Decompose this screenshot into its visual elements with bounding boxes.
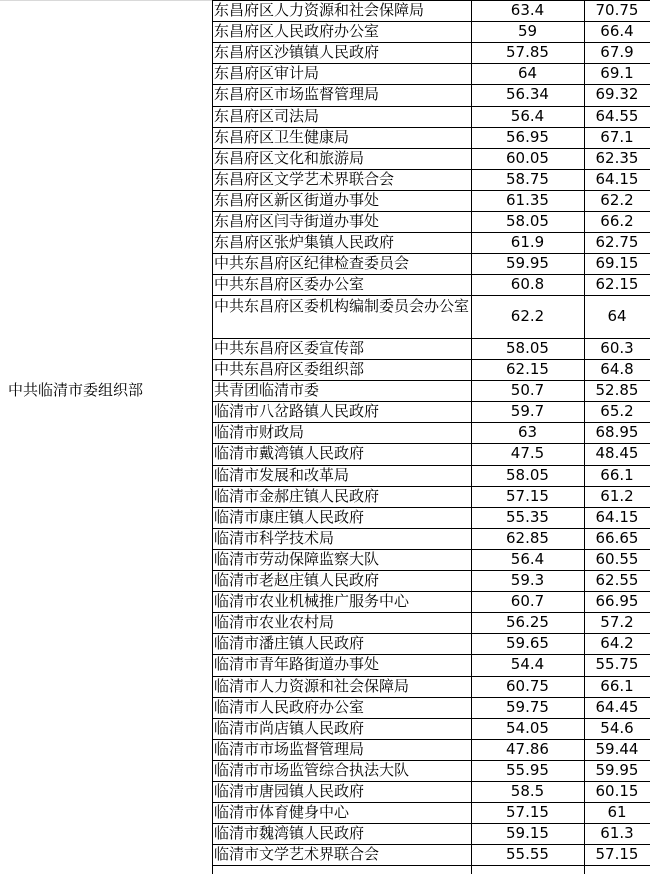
column-border xyxy=(212,0,213,874)
table-row xyxy=(0,232,650,253)
score-2-cell: 55.75 xyxy=(595,655,639,674)
score-2-cell: 61.2 xyxy=(600,486,634,505)
unit-name-cell: 临清市财政局 xyxy=(214,423,305,442)
score-1-cell: 59.65 xyxy=(506,634,549,653)
unit-name-cell: 东昌府区沙镇镇人民政府 xyxy=(214,43,380,62)
table-row xyxy=(0,570,650,591)
unit-name-cell: 中共东昌府区纪律检查委员会 xyxy=(214,254,410,273)
score-2-cell: 62.75 xyxy=(595,233,639,252)
unit-name-cell: 临清市人民政府办公室 xyxy=(214,697,365,716)
unit-name-cell: 临清市发展和改革局 xyxy=(214,465,350,484)
score-2-cell: 59.44 xyxy=(595,739,639,758)
score-2-cell: 69.32 xyxy=(595,85,639,104)
table-row xyxy=(0,63,650,84)
score-1-cell: 59 xyxy=(517,22,538,41)
unit-name-cell: 临清市潘庄镇人民政府 xyxy=(214,634,365,653)
score-1-cell: 59.95 xyxy=(506,254,549,273)
score-2-cell: 62.55 xyxy=(595,571,639,589)
table-row xyxy=(0,507,650,528)
score-2-cell: 65.2 xyxy=(600,402,634,421)
score-1-cell: 60.8 xyxy=(510,275,545,294)
score-2-cell: 64.45 xyxy=(595,697,639,716)
score-2-cell: 60.3 xyxy=(600,338,634,357)
table-row xyxy=(0,211,650,232)
table-row xyxy=(0,169,650,190)
score-1-cell: 64 xyxy=(517,64,538,83)
score-2-cell: 48.45 xyxy=(595,444,639,463)
score-2-cell: 66.1 xyxy=(600,465,634,484)
score-1-cell: 56.95 xyxy=(506,127,549,146)
score-1-cell: 58.05 xyxy=(506,212,549,230)
score-2-cell: 57.15 xyxy=(595,845,639,864)
score-1-cell: 61.9 xyxy=(510,233,545,252)
score-1-cell: 57.85 xyxy=(506,43,549,62)
table-row xyxy=(0,443,650,464)
table-row xyxy=(0,760,650,781)
table-row xyxy=(0,359,650,380)
table-row xyxy=(0,295,650,338)
score-2-cell: 66.1 xyxy=(600,676,634,695)
score-1-cell: 54.4 xyxy=(510,655,545,674)
score-2-cell: 66.2 xyxy=(600,212,634,230)
score-2-cell: 67.1 xyxy=(600,127,634,146)
score-1-cell: 56.34 xyxy=(506,85,549,104)
score-2-cell: 60.15 xyxy=(595,782,639,800)
score-1-cell: 55.55 xyxy=(506,845,549,864)
unit-name-cell: 东昌府区新区街道办事处 xyxy=(214,190,380,209)
column-border xyxy=(584,0,585,874)
score-1-cell: 63.4 xyxy=(510,1,545,19)
score-1-cell: 59.7 xyxy=(510,402,545,421)
score-2-cell: 70.75 xyxy=(595,1,639,19)
table-row xyxy=(0,823,650,844)
table-row xyxy=(0,486,650,507)
unit-name-cell: 东昌府区司法局 xyxy=(214,106,320,125)
score-1-cell: 61.35 xyxy=(506,190,549,209)
score-2-cell: 62.15 xyxy=(595,275,639,294)
table-row xyxy=(0,633,650,654)
score-2-cell: 57.2 xyxy=(600,613,634,632)
score-1-cell: 47.5 xyxy=(510,444,545,463)
table-row xyxy=(0,718,650,739)
score-2-cell: 66.95 xyxy=(595,592,639,611)
unit-name-cell: 东昌府区市场监督管理局 xyxy=(214,85,380,104)
score-1-cell: 56.4 xyxy=(510,549,545,568)
score-1-cell: 60.05 xyxy=(506,148,549,167)
unit-name-cell: 东昌府区人力资源和社会保障局 xyxy=(214,1,425,19)
left-gridline xyxy=(0,0,212,1)
unit-name-cell: 东昌府区张炉集镇人民政府 xyxy=(214,233,395,252)
unit-name-cell: 中共东昌府区委组织部 xyxy=(214,360,365,378)
score-2-cell: 60.55 xyxy=(595,549,639,568)
table-row xyxy=(0,127,650,148)
unit-name-cell: 临清市唐园镇人民政府 xyxy=(214,782,365,800)
table-row xyxy=(0,401,650,422)
unit-name-cell: 临清市尚店镇人民政府 xyxy=(214,718,365,737)
score-1-cell: 57.15 xyxy=(506,803,549,822)
table-row xyxy=(0,190,650,211)
score-2-cell: 62.35 xyxy=(595,148,639,167)
score-1-cell: 63 xyxy=(517,423,538,442)
score-2-cell: 69.1 xyxy=(600,64,634,83)
score-2-cell: 52.85 xyxy=(595,381,639,400)
score-2-cell: 66.65 xyxy=(595,528,639,547)
score-2-cell: 66.4 xyxy=(600,22,634,41)
unit-name-cell: 临清市青年路街道办事处 xyxy=(214,655,380,674)
table-row xyxy=(0,465,650,486)
unit-name-cell: 中共东昌府区委机构编制委员会办公室 xyxy=(214,297,470,316)
table-row xyxy=(0,253,650,274)
table-row xyxy=(0,697,650,718)
unit-name-cell: 临清市市场监管综合执法大队 xyxy=(214,760,410,779)
unit-name-cell: 东昌府区文化和旅游局 xyxy=(214,148,365,167)
unit-name-cell: 临清市人力资源和社会保障局 xyxy=(214,676,410,695)
table-row xyxy=(0,802,650,823)
score-2-cell: 64.8 xyxy=(600,360,634,378)
unit-name-cell: 东昌府区卫生健康局 xyxy=(214,127,350,146)
score-2-cell: 62.2 xyxy=(600,190,634,209)
score-2-cell: 64 xyxy=(607,307,627,326)
unit-name-cell: 临清市金郝庄镇人民政府 xyxy=(214,486,380,505)
table-row xyxy=(0,591,650,612)
score-1-cell: 60.75 xyxy=(506,676,549,695)
score-1-cell: 58.75 xyxy=(506,169,549,188)
score-1-cell: 58.05 xyxy=(506,338,549,357)
unit-name-cell: 临清市老赵庄镇人民政府 xyxy=(214,571,380,589)
unit-name-cell: 东昌府区人民政府办公室 xyxy=(214,22,380,41)
score-2-cell: 68.95 xyxy=(595,423,639,442)
score-1-cell: 56.25 xyxy=(506,613,549,632)
score-1-cell: 54.05 xyxy=(506,718,549,737)
table-row xyxy=(0,42,650,63)
table-row xyxy=(0,21,650,42)
table-row xyxy=(0,0,650,21)
table-row xyxy=(0,781,650,802)
unit-name-cell: 临清市八岔路镇人民政府 xyxy=(214,402,380,421)
unit-name-cell: 中共东昌府区委办公室 xyxy=(214,275,365,294)
score-2-cell: 69.15 xyxy=(595,254,639,273)
unit-name-cell: 东昌府区审计局 xyxy=(214,64,320,83)
unit-name-cell: 共青团临清市委 xyxy=(214,381,320,400)
table-row xyxy=(0,380,650,401)
score-1-cell: 60.7 xyxy=(510,592,545,611)
group-label-cell: 中共临清市委组织部 xyxy=(8,381,144,400)
score-1-cell: 58.5 xyxy=(510,782,545,800)
score-2-cell: 64.15 xyxy=(595,507,639,526)
score-1-cell: 62.85 xyxy=(506,528,549,547)
score-2-cell: 61.3 xyxy=(600,824,634,843)
score-1-cell: 55.35 xyxy=(506,507,549,526)
score-1-cell: 62.15 xyxy=(506,360,549,378)
score-2-cell: 64.15 xyxy=(595,169,639,188)
table-row xyxy=(0,148,650,169)
table-row xyxy=(0,338,650,359)
unit-name-cell: 临清市市场监督管理局 xyxy=(214,739,365,758)
unit-name-cell: 临清市劳动保障监察大队 xyxy=(214,549,380,568)
score-2-cell: 54.6 xyxy=(600,718,634,737)
score-1-cell: 59.3 xyxy=(510,571,545,589)
table-row xyxy=(0,528,650,549)
unit-name-cell: 临清市体育健身中心 xyxy=(214,803,350,822)
score-1-cell: 55.95 xyxy=(506,760,549,779)
table-row xyxy=(0,612,650,633)
score-1-cell: 57.15 xyxy=(506,486,549,505)
score-2-cell: 61 xyxy=(607,803,627,822)
unit-name-cell: 中共东昌府区委宣传部 xyxy=(214,338,365,357)
score-1-cell: 62.2 xyxy=(510,307,545,326)
unit-name-cell: 临清市文学艺术界联合会 xyxy=(214,845,380,864)
unit-name-cell: 临清市康庄镇人民政府 xyxy=(214,507,365,526)
score-1-cell: 47.86 xyxy=(506,739,549,758)
unit-name-cell: 临清市魏湾镇人民政府 xyxy=(214,824,365,843)
score-1-cell: 56.4 xyxy=(510,106,545,125)
unit-name-cell: 临清市戴湾镇人民政府 xyxy=(214,444,365,463)
score-1-cell: 59.75 xyxy=(506,697,549,716)
table-row xyxy=(0,654,650,675)
unit-name-cell: 临清市农业机械推广服务中心 xyxy=(214,592,410,611)
table-row xyxy=(0,106,650,127)
table-row xyxy=(0,422,650,443)
score-2-cell: 64.2 xyxy=(600,634,634,653)
unit-name-cell: 东昌府区文学艺术界联合会 xyxy=(214,169,395,188)
score-1-cell: 59.15 xyxy=(506,824,549,843)
table-row xyxy=(0,739,650,760)
score-2-cell: 67.9 xyxy=(600,43,634,62)
score-2-cell: 64.55 xyxy=(595,106,639,125)
table-row xyxy=(0,274,650,295)
unit-name-cell: 临清市科学技术局 xyxy=(214,528,335,547)
score-1-cell: 50.7 xyxy=(510,381,545,400)
unit-name-cell: 临清市农业农村局 xyxy=(214,613,335,632)
table-row xyxy=(0,676,650,697)
table-row xyxy=(0,549,650,570)
score-1-cell: 58.05 xyxy=(506,465,549,484)
unit-name-cell: 东昌府区闫寺街道办事处 xyxy=(214,212,380,230)
table-row xyxy=(0,84,650,105)
table-row xyxy=(0,844,650,865)
column-border xyxy=(471,0,472,874)
score-2-cell: 59.95 xyxy=(595,760,639,779)
